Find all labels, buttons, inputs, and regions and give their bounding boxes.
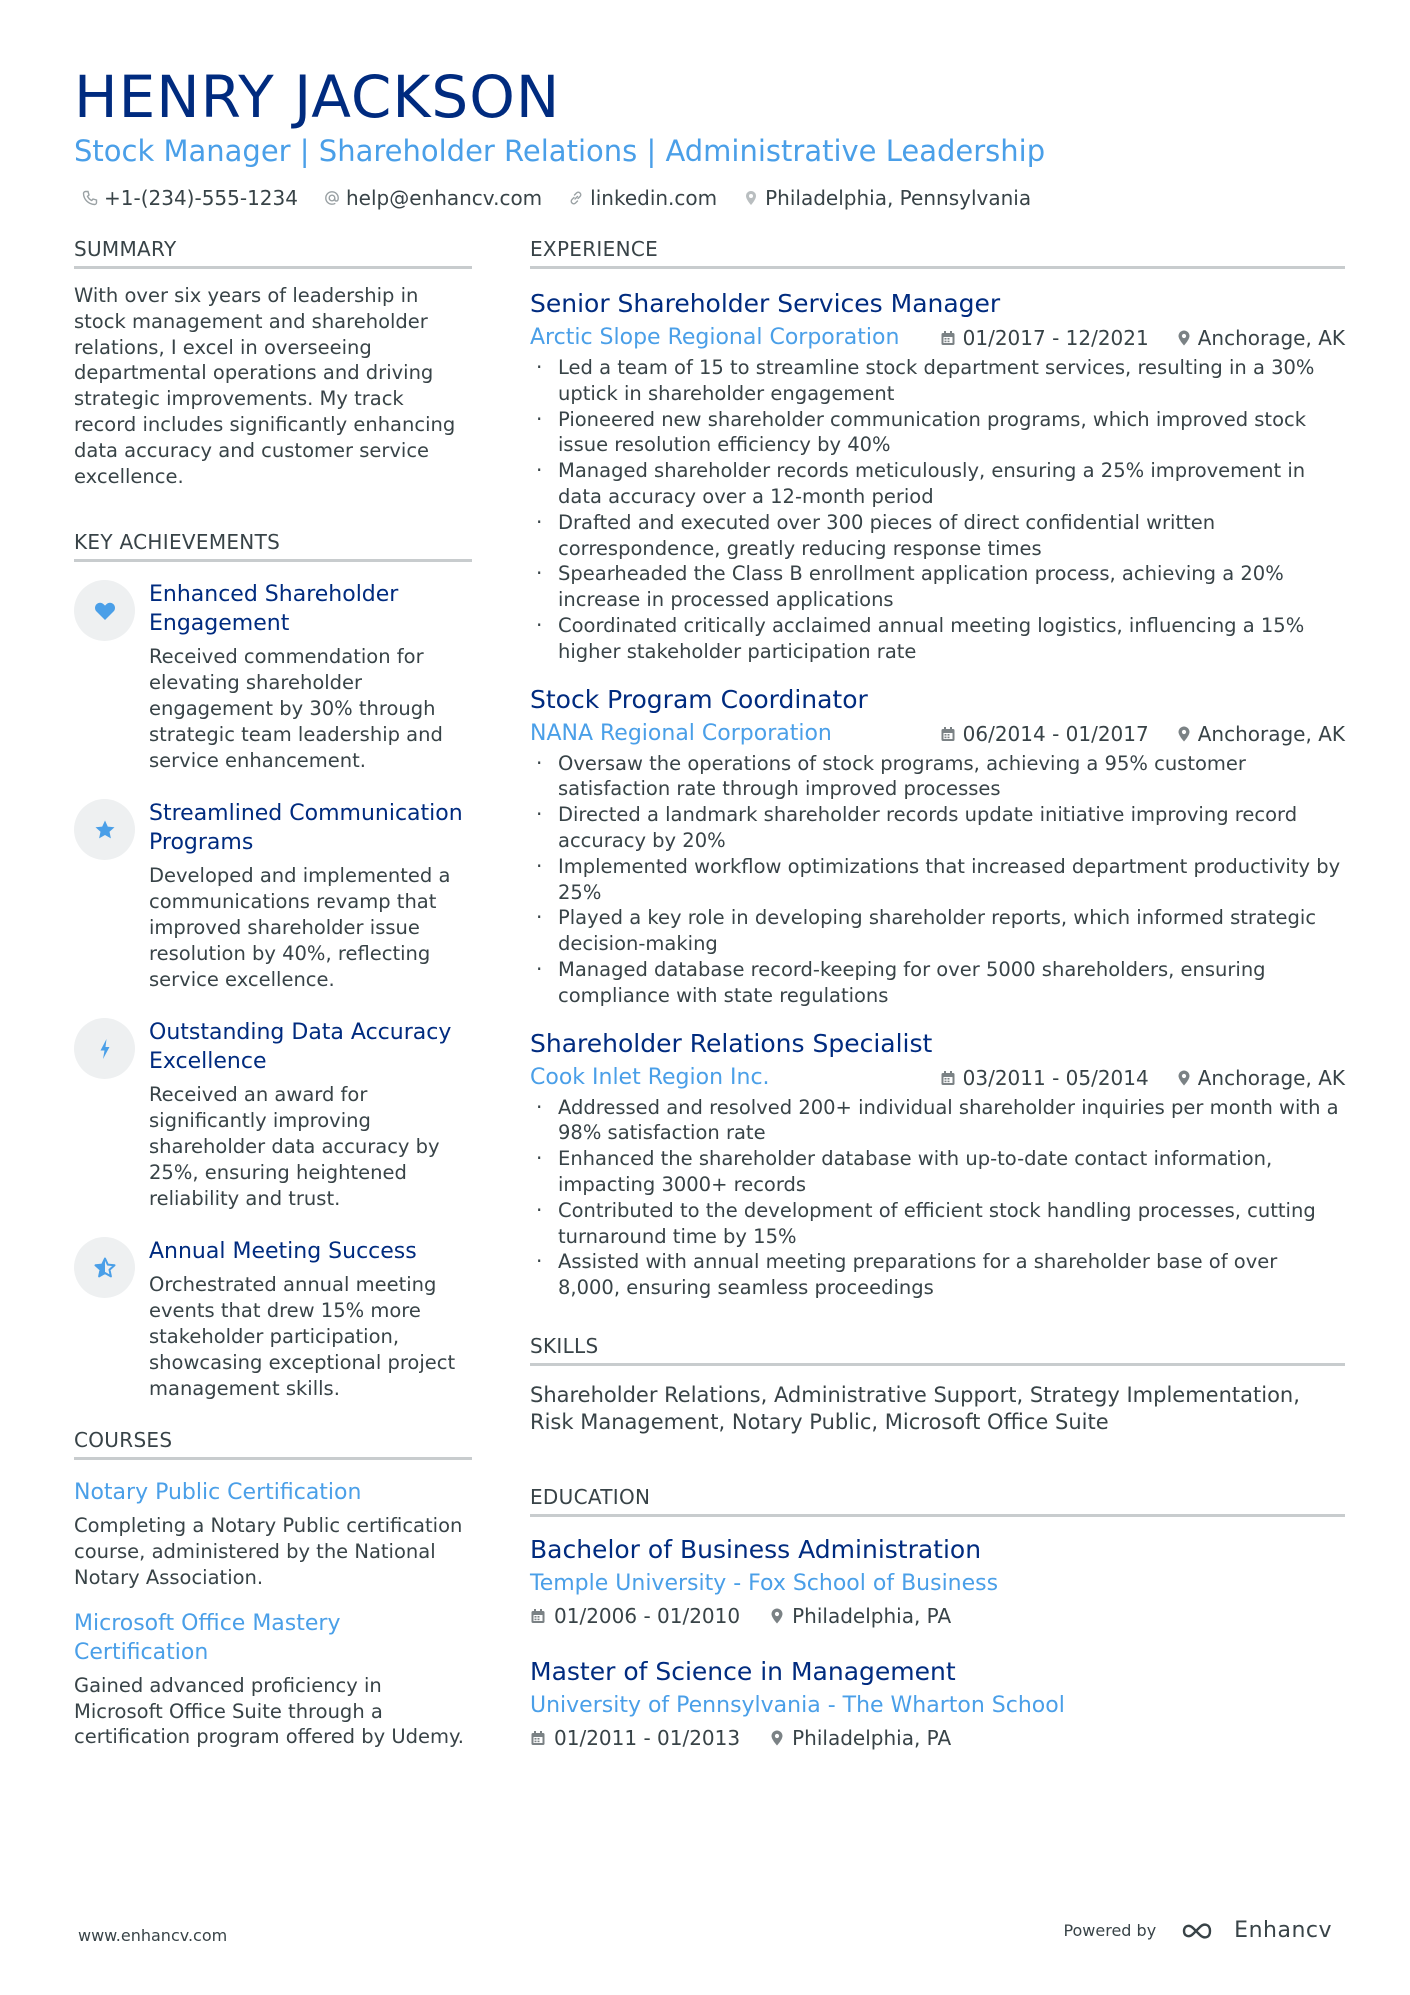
education-school: University of Pennsylvania - The Wharton School: [530, 1692, 1065, 1718]
job-date: [940, 1063, 1149, 1093]
star-icon: [93, 818, 117, 842]
skills-section: [530, 1333, 1345, 1436]
phone-text: +1-(234)-555-1234: [104, 186, 298, 210]
job-entry: [530, 287, 1345, 665]
job-date-text: 01/2017 - 12/2021: [962, 326, 1149, 350]
left-column: [74, 236, 472, 1750]
achievement-desc: Developed and implemented a communications revamp that improved shareholder issue resolution by 40%, reflecting service excellence.: [149, 864, 451, 991]
job-bullet: · Oversaw the operations of stock programs, achieving a 95% customer satisfaction rate through improved processes: [530, 751, 1345, 803]
location-pin-icon: [743, 190, 759, 206]
education-location-text: Philadelphia, PA: [792, 1603, 952, 1628]
job-bullet: · Drafted and executed over 300 pieces of direct confidential written correspondence, greatly reducing response times: [530, 510, 1345, 562]
job-bullet: · Contributed to the development of efficient stock handling processes, cutting turnaround time by 15%: [530, 1198, 1345, 1250]
location-pin-icon: [1177, 330, 1191, 346]
skills-text: Shareholder Relations, Administrative Support, Strategy Implementation, Risk Management, Notary Public, Microsoft Office Suite: [530, 1382, 1300, 1434]
lightning-icon: [93, 1037, 117, 1061]
experience-title: EXPERIENCE: [530, 236, 1345, 269]
education-date: [530, 1723, 740, 1753]
job-company: Arctic Slope Regional Corporation: [530, 325, 900, 350]
right-column: [530, 236, 1345, 1753]
job-bullet: · Addressed and resolved 200+ individual shareholder inquiries per month with a 98% satisfaction rate: [530, 1095, 1345, 1147]
star-outline-icon: [93, 1256, 117, 1280]
link-icon: [568, 190, 584, 206]
location-pin-icon: [1177, 1070, 1191, 1086]
education-section: [530, 1484, 1345, 1753]
achievement-title: Streamlined Communication Programs: [149, 801, 463, 856]
resume-header: [74, 62, 1344, 212]
job-date-text: 03/2011 - 05/2014: [962, 1065, 1149, 1090]
job-bullets: [530, 355, 1345, 665]
job-company: Cook Inlet Region Inc.: [530, 1064, 770, 1090]
job-location-text: Anchorage, AK: [1197, 1065, 1345, 1090]
contact-row: [74, 184, 1344, 212]
job-location: [1177, 719, 1345, 749]
enhancv-logo[interactable]: [1180, 1918, 1332, 1943]
achievement-icon-badge: [74, 1237, 135, 1298]
location-pin-icon: [1177, 726, 1191, 742]
job-entry: [530, 683, 1345, 1009]
achievement-icon-badge: [74, 580, 135, 641]
job-bullet: · Played a key role in developing shareholder reports, which informed strategic decision-making: [530, 905, 1345, 957]
achievements-section: [74, 529, 472, 1401]
job-location-text: Anchorage, AK: [1197, 326, 1345, 350]
job-date: [940, 719, 1149, 749]
achievement-item: [74, 799, 472, 992]
summary-text: With over six years of leadership in stock management and shareholder relations, I excel in overseeing departmental operations and driving strategic improvements. My track record includes significantly enhancing data accuracy and customer service excellence.: [74, 284, 456, 488]
achievement-desc: Received commendation for elevating shareholder engagement by 30% through strategic team leadership and service enhancement.: [149, 645, 443, 772]
job-bullet: · Coordinated critically acclaimed annual meeting logistics, influencing a 15% higher stakeholder participation rate: [530, 613, 1345, 665]
calendar-icon: [940, 1070, 956, 1086]
education-degree: Master of Science in Management: [530, 1656, 956, 1686]
summary-title: SUMMARY: [74, 236, 472, 269]
experience-section: [530, 236, 1345, 1301]
location-pin-icon: [770, 1608, 784, 1624]
contact-linkedin[interactable]: [568, 184, 717, 212]
education-school: Temple University - Fox School of Business: [530, 1570, 999, 1596]
brand-name: Enhancv: [1234, 1918, 1332, 1943]
achievement-body: [149, 580, 472, 773]
job-meta: [530, 719, 1345, 749]
job-location: [1177, 323, 1345, 353]
education-date: [530, 1601, 740, 1631]
education-meta: [530, 1723, 1345, 1753]
job-location-text: Anchorage, AK: [1197, 721, 1345, 746]
contact-location: [743, 184, 1031, 212]
education-degree: Bachelor of Business Administration: [530, 1534, 982, 1564]
course-item: [74, 1609, 472, 1750]
job-entry: [530, 1027, 1345, 1301]
course-title: Microsoft Office Mastery Certification: [74, 1610, 341, 1665]
job-bullet: · Pioneered new shareholder communication programs, which improved stock issue resolution efficiency by 40%: [530, 407, 1345, 459]
course-title: Notary Public Certification: [74, 1480, 362, 1506]
job-date: [940, 323, 1149, 353]
contact-email[interactable]: [324, 184, 542, 212]
job-title: Senior Shareholder Services Manager: [530, 289, 1001, 318]
education-date-text: 01/2011 - 01/2013: [554, 1725, 741, 1750]
achievements-list: [74, 580, 472, 1401]
education-entry: [530, 1655, 1345, 1753]
achievement-item: [74, 1237, 472, 1401]
achievement-body: [149, 1237, 472, 1401]
candidate-headline: Stock Manager | Shareholder Relations | Administrative Leadership: [74, 134, 1046, 168]
job-company: NANA Regional Corporation: [530, 720, 832, 746]
calendar-icon: [530, 1730, 546, 1746]
job-bullet: · Spearheaded the Class B enrollment application process, achieving a 20% increase in processed applications: [530, 561, 1345, 613]
achievements-title: KEY ACHIEVEMENTS: [74, 529, 472, 562]
education-entry: [530, 1533, 1345, 1631]
achievement-icon-badge: [74, 799, 135, 860]
achievement-desc: Received an award for significantly improving shareholder data accuracy by 25%, ensuring heightened reliability and trust.: [149, 1083, 440, 1210]
job-bullet: · Managed shareholder records meticulously, ensuring a 25% improvement in data accuracy over a 12-month period: [530, 458, 1345, 510]
achievement-icon-badge: [74, 1018, 135, 1079]
job-bullet: · Managed database record-keeping for over 5000 shareholders, ensuring compliance with state regulations: [530, 957, 1345, 1009]
education-title: EDUCATION: [530, 1484, 1345, 1517]
footer-website[interactable]: www.enhancv.com: [78, 1926, 228, 1945]
job-bullet: · Implemented workflow optimizations that increased department productivity by 25%: [530, 854, 1345, 906]
job-title: Stock Program Coordinator: [530, 684, 868, 714]
email-text: help@enhancv.com: [345, 186, 543, 210]
achievement-desc: Orchestrated annual meeting events that drew 15% more stakeholder participation, showcasing exceptional project management skills.: [149, 1273, 456, 1400]
education-location: [770, 1723, 951, 1753]
courses-section: [74, 1427, 472, 1750]
contact-phone: [82, 184, 298, 212]
job-title: Shareholder Relations Specialist: [530, 1028, 933, 1058]
course-item: [74, 1478, 472, 1590]
skills-title: SKILLS: [530, 1333, 1345, 1366]
powered-by-text: Powered by: [1063, 1921, 1157, 1940]
footer-branding: [1063, 1918, 1332, 1943]
job-bullet: · Directed a landmark shareholder records update initiative improving record accuracy by 20%: [530, 802, 1345, 854]
heart-icon: [93, 599, 117, 623]
calendar-icon: [940, 726, 956, 742]
summary-section: [74, 236, 472, 489]
job-meta: [530, 1063, 1345, 1093]
calendar-icon: [530, 1608, 546, 1624]
achievement-title: Enhanced Shareholder Engagement: [149, 582, 399, 637]
education-location-text: Philadelphia, PA: [792, 1725, 952, 1750]
calendar-icon: [940, 330, 956, 346]
job-meta: [530, 323, 1345, 353]
phone-icon: [82, 190, 98, 206]
at-icon: [324, 190, 340, 206]
achievement-item: [74, 580, 472, 773]
location-pin-icon: [770, 1730, 784, 1746]
education-location: [770, 1601, 951, 1631]
job-location: [1177, 1063, 1345, 1093]
course-desc: Completing a Notary Public certification course, administered by the National Notary Association.: [74, 1514, 463, 1589]
job-bullet: · Led a team of 15 to streamline stock department services, resulting in a 30% uptick in shareholder engagement: [530, 355, 1345, 407]
job-bullets: [530, 751, 1345, 1009]
job-bullet: · Assisted with annual meeting preparations for a shareholder base of over 8,000, ensuring seamless proceedings: [530, 1249, 1345, 1301]
achievement-body: [149, 799, 472, 992]
job-bullet: · Enhanced the shareholder database with up-to-date contact information, impacting 3000+ records: [530, 1146, 1345, 1198]
job-date-text: 06/2014 - 01/2017: [962, 721, 1149, 746]
education-meta: [530, 1601, 1345, 1631]
courses-title: COURSES: [74, 1427, 472, 1460]
candidate-name: HENRY JACKSON: [74, 63, 561, 131]
location-text: Philadelphia, Pennsylvania: [765, 186, 1032, 210]
enhancv-logo-icon: [1180, 1919, 1226, 1943]
education-date-text: 01/2006 - 01/2010: [554, 1603, 741, 1628]
course-desc: Gained advanced proficiency in Microsoft Office Suite through a certification program offered by Udemy.: [74, 1673, 464, 1749]
job-bullets: [530, 1095, 1345, 1301]
linkedin-text: linkedin.com: [590, 186, 718, 210]
achievement-title: Outstanding Data Accuracy Excellence: [149, 1020, 452, 1075]
achievement-body: [149, 1018, 472, 1211]
achievement-title: Annual Meeting Success: [149, 1239, 417, 1265]
achievement-item: [74, 1018, 472, 1211]
